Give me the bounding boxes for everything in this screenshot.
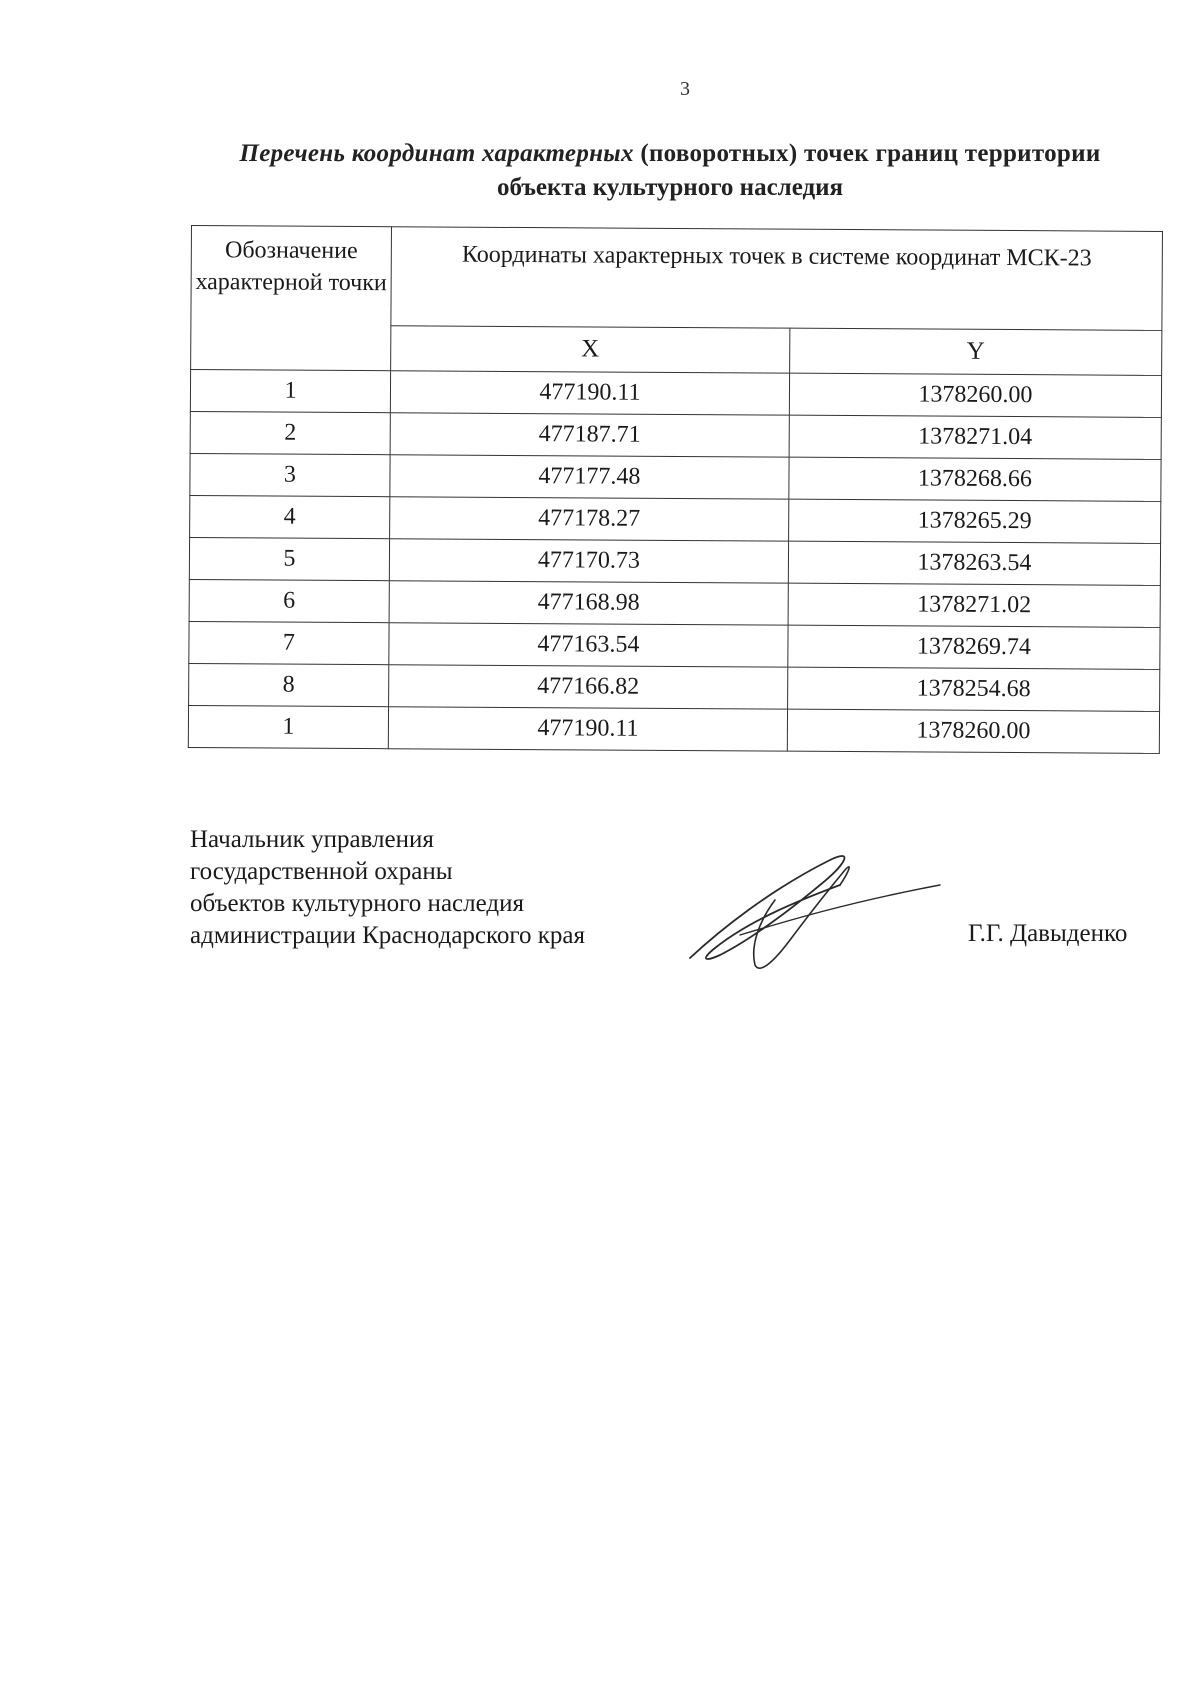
signature-stroke-3 [740, 885, 940, 935]
cell-y: 1378263.54 [788, 541, 1160, 585]
coordinates-table-head [191, 226, 1163, 376]
cell-x: 477177.48 [390, 455, 789, 499]
signatory-position [190, 824, 585, 952]
coordinates-table-body [188, 370, 1161, 754]
cell-y: 1378268.66 [789, 457, 1161, 501]
cell-y: 1378271.04 [789, 415, 1161, 459]
document-title-line-2: объекта культурного наследия [496, 174, 844, 201]
cell-x: 477187.71 [390, 413, 789, 457]
cell-x: 477178.27 [390, 497, 789, 541]
cell-y: 1378271.02 [788, 583, 1160, 627]
table-row [189, 663, 1160, 711]
page-number: 3 [680, 78, 690, 100]
table-row [188, 705, 1159, 753]
cell-x: 477163.54 [389, 623, 788, 667]
signatory-position-line: государственной охраны [190, 858, 453, 885]
handwritten-signature [680, 840, 960, 980]
signatory-name: Г.Г. Давыденко [968, 920, 1128, 947]
signatory-position-line: Начальник управления [190, 826, 434, 853]
cell-x: 477168.98 [389, 581, 788, 625]
cell-point: 5 [189, 537, 389, 580]
document-title-italic-part: Перечень координат характерных [239, 140, 641, 167]
cell-point: 7 [189, 621, 389, 664]
cell-y: 1378260.00 [787, 709, 1159, 753]
table-row [190, 370, 1161, 418]
table-row [190, 411, 1161, 459]
header-row-main [191, 226, 1163, 331]
document-title-line-1 [190, 138, 1150, 170]
cell-x: 477190.11 [390, 371, 789, 415]
cell-x: 477166.82 [389, 665, 788, 709]
cell-point: 2 [190, 411, 390, 454]
coordinates-table [188, 225, 1163, 754]
cell-point: 4 [190, 495, 390, 538]
cell-point: 3 [190, 453, 390, 496]
cell-y: 1378254.68 [788, 667, 1160, 711]
cell-x: 477190.11 [388, 707, 787, 751]
cell-x: 477170.73 [389, 539, 788, 583]
document-title-upright-part: (поворотных) точек границ территории [640, 140, 1101, 167]
cell-point: 6 [189, 579, 389, 622]
signatory-position-line: объектов культурного наследия [190, 890, 524, 917]
cell-y: 1378269.74 [788, 625, 1160, 669]
table-row [190, 495, 1161, 543]
table-row [189, 537, 1160, 585]
cell-y: 1378260.00 [789, 373, 1161, 417]
header-y: Y [790, 328, 1162, 375]
header-coordinate-system: Координаты характерных точек в системе координат МСК-23 [391, 227, 1163, 331]
table-row [190, 453, 1161, 501]
cell-y: 1378265.29 [789, 499, 1161, 543]
table-row [189, 621, 1160, 669]
document-title [190, 138, 1150, 204]
cell-point: 1 [190, 370, 390, 413]
cell-point: 1 [188, 705, 388, 748]
cell-point: 8 [189, 663, 389, 706]
table-row [189, 579, 1160, 627]
header-point-designation: Обозначение характерной точки [191, 226, 392, 371]
signatory-position-line: администрации Краснодарского края [190, 922, 586, 949]
signature-stroke-1 [690, 856, 844, 959]
header-x: X [391, 326, 790, 373]
